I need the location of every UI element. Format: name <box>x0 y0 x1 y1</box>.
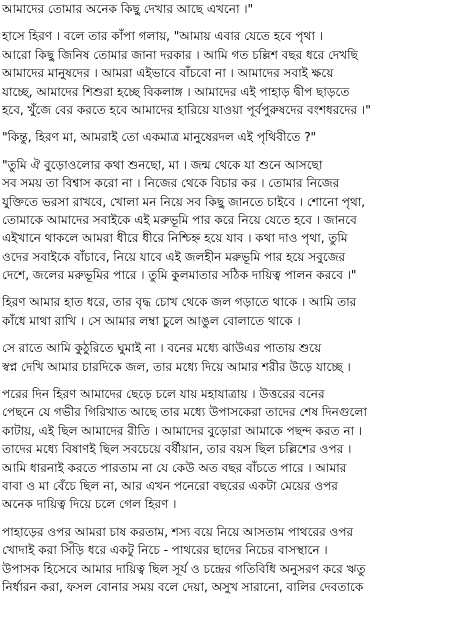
text-line: হিরণ আমার হাত ধরে, তার বৃদ্ধ চোখ থেকে জল গড়াতে থাকে । আমি তার <box>2 295 357 310</box>
text-line: যাচ্ছে, আমাদের শিশুরা হচ্ছে বিকলাঙ্গ । আমাদের এই পাহাড় দ্বীপ ছাড়তে <box>2 84 350 99</box>
paragraph-gap <box>2 18 454 27</box>
text-line: তোমাকে আমাদের সবাইকে এই মরুভূমি পার করে নিয়ে যেতে হবে । জানবে <box>2 212 357 227</box>
text-line: হাসে হিরণ । বলে তার কাঁপা গলায়, "আমায় এবার যেতে হবে পৃথা । <box>2 29 323 44</box>
text-line: "কিন্তু, হিরণ মা, আমরাই তো একমাত্র মানুষেরদল এই পৃথিবীতে ?" <box>2 130 317 145</box>
text-line: আমি ধারনাই করতে পারতাম না যে কেউ অত বছর বাঁচতে পারে । আমার <box>2 460 347 475</box>
paragraph-6 <box>2 339 454 376</box>
text-line: নির্ধারন করা, ফসল বোনার সময় বলে দেয়া, অসুখ সারানো, বালির দেবতাকে <box>2 579 364 594</box>
text-line: যুক্তিতে ভরসা রাখবে, খোলা মন নিয়ে সব কিছু জানতে চাইবে । শোনো পৃথা, <box>2 194 366 209</box>
text-line: কাঁধে মাথা রাখি । সে আমার লম্বা চুলে আঙুল বোলাতে থাকে । <box>2 313 301 328</box>
paragraph-gap <box>2 376 454 385</box>
text-line: উপাসক হিসেবে আমার দায়িত্ব ছিল সূর্য ও চন্দ্রের গতিবিধি অনুসরণ করে ঋতু <box>2 561 366 576</box>
text-line: অনেক দায়িত্ব দিয়ে চলে গেল হিরণ । <box>2 497 177 512</box>
text-line: তাদের মধ্যে বিষাণই ছিল সবচেয়ে বর্ষীয়ান, তার বয়স ছিল চল্লিশের ওপর । <box>2 442 352 457</box>
text-line: পেছনে যে গভীর গিরিখাত আছে তার মধ্যে উপাসকেরা তাদের শেষ দিনগুলো <box>2 405 367 420</box>
text-line: এইখানে থাকলে আমরা ধীরে ধীরে নিশ্চিহ্ন হয়ে যাব । কথা দাও পৃথা, তুমি <box>2 231 348 246</box>
paragraph-5 <box>2 293 454 330</box>
paragraph-gap <box>2 284 454 293</box>
paragraph-gap <box>2 147 454 156</box>
paragraph-7 <box>2 385 454 514</box>
text-line: কাটায়, এই ছিল আমাদের রীতি । আমাদের বুড়োরা আমাকে পছন্দ করত না । <box>2 423 363 438</box>
text-line: আমাদের মানুষদের । আমরা এইভাবে বাঁচবো না । আমাদের সবাই ক্ষয়ে <box>2 66 334 81</box>
text-line: দেশে, জলের মরুভূমির পারে । তুমি কুলমাতার সঠিক দায়িত্ব পালন করবে ।" <box>2 268 357 283</box>
text-line: সব সময় তা বিশ্বাস করো না । নিজের থেকে বিচার কর । তোমার নিজের <box>2 176 340 191</box>
text-line: স্বপ্ন দেখি আমার চারদিকে জল, তার মধ্যে দিয়ে আমার শরীর উড়ে যাচ্ছে । <box>2 359 351 374</box>
paragraph-3 <box>2 128 454 146</box>
text-line: "তুমি ঐ বুড়োওলোর কথা শুনছো, মা । জন্ম থেকে যা শুনে আসছো <box>2 157 323 172</box>
text-line: খোদাই করা সিঁড়ি ধরে একটু নিচে - পাথরের ছাদের নিচের বাসস্থানে । <box>2 543 328 558</box>
paragraph-gap <box>2 514 454 523</box>
paragraph-8 <box>2 523 454 597</box>
text-line: পাহাড়ের ওপর আমরা চাষ করতাম, শস্য বয়ে নিয়ে আসতাম পাথরের ওপর <box>2 524 354 539</box>
paragraph-4 <box>2 156 454 285</box>
text-line: হবে, খুঁজে বের করতে হবে আমাদের হারিয়ে যাওয়া পূর্বপুরুষদের বংশধরদের ।" <box>2 102 371 117</box>
document-page <box>2 0 454 596</box>
text-line: সে রাতে আমি কুঠুরিতে ঘুমাই না । বনের মধ্যে ঝাউএর পাতায় শুয়ে <box>2 341 322 356</box>
text-line: আরো কিছু জিনিষ তোমার জানা দরকার । আমি গত চল্লিশ বছর ধরে দেখছি <box>2 47 358 62</box>
text-line: পরের দিন হিরণ আমাদের ছেড়ে চলে যায় মহাযাত্রায় । উত্তরের বনের <box>2 387 325 402</box>
paragraph-2 <box>2 27 454 119</box>
text-line: বাবা ও মা বেঁচে ছিল না, আর এখন পনেরো বছরের একটা মেয়ের ওপর <box>2 478 338 493</box>
paragraph-1 <box>2 0 454 18</box>
paragraph-gap <box>2 330 454 339</box>
text-line: ওদের সবাইকে বাঁচাবে, নিয়ে যাবে এই জলহীন মরুভূমি পার হয়ে সবুজের <box>2 249 346 264</box>
text-line: আমাদের তোমার অনেক কিছু দেখার আছে এখনো ।" <box>2 2 254 16</box>
paragraph-gap <box>2 119 454 128</box>
